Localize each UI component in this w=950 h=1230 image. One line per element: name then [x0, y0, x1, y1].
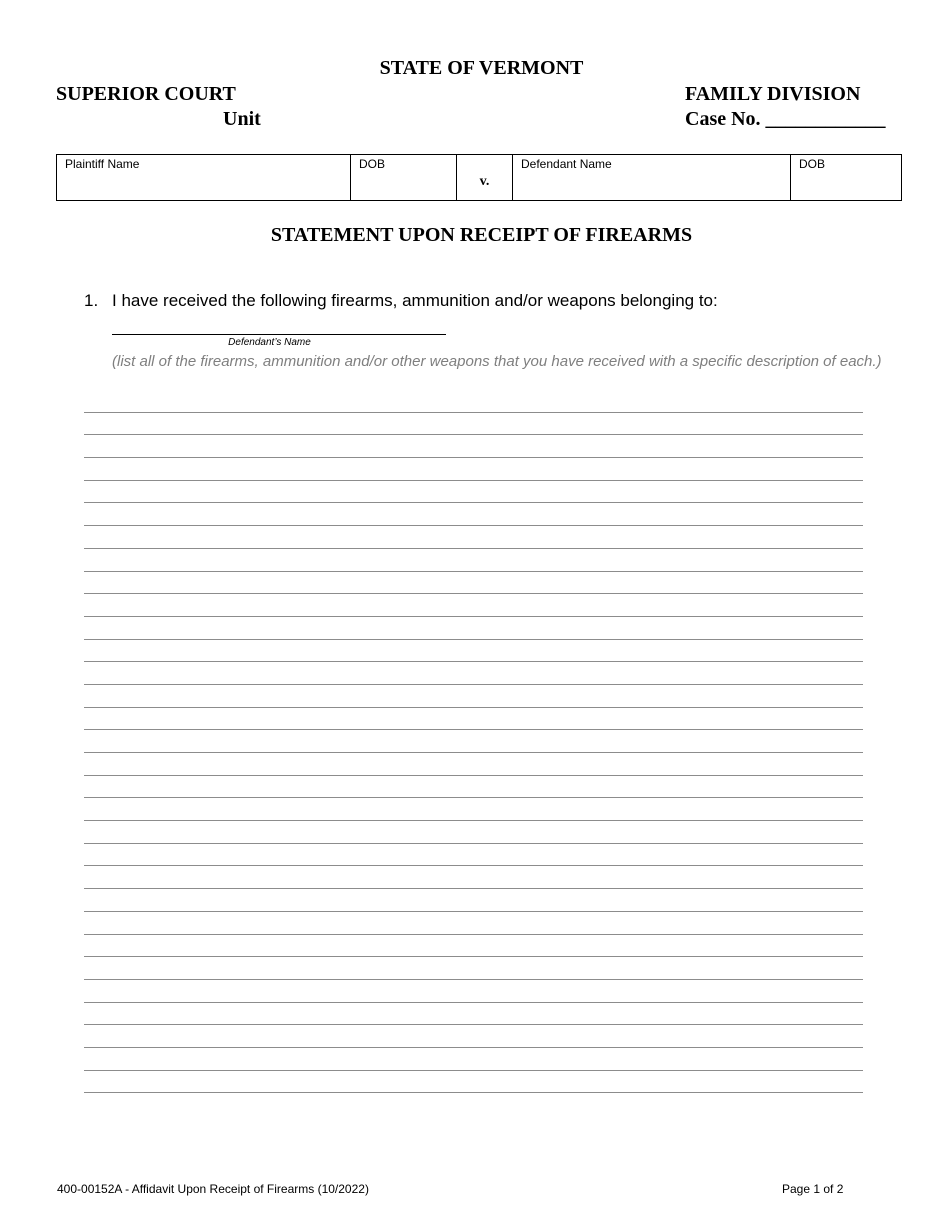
writing-line[interactable] [84, 753, 863, 776]
writing-line[interactable] [84, 776, 863, 799]
writing-line[interactable] [84, 1048, 863, 1071]
writing-line[interactable] [84, 1025, 863, 1048]
court-name: SUPERIOR COURT [56, 83, 236, 105]
footer-page-number: Page 1 of 2 [782, 1182, 844, 1196]
writing-line[interactable] [84, 526, 863, 549]
writing-line[interactable] [84, 912, 863, 935]
case-number-field[interactable]: Case No. ____________ [685, 108, 886, 130]
versus-label: v. [479, 174, 490, 189]
instructions-text: (list all of the firearms, ammunition and/or other weapons that you have received with a specific description of each.) [112, 353, 882, 370]
writing-line[interactable] [84, 844, 863, 867]
plaintiff-dob-label: DOB [359, 157, 386, 171]
form-title: STATEMENT UPON RECEIPT OF FIREARMS [270, 224, 693, 246]
case-caption-table [56, 154, 902, 201]
writing-line[interactable] [84, 640, 863, 663]
plaintiff-name-field[interactable] [57, 155, 350, 200]
writing-line[interactable] [84, 957, 863, 980]
defendant-name-blank[interactable] [112, 334, 446, 335]
writing-line[interactable] [84, 935, 863, 958]
writing-line[interactable] [84, 503, 863, 526]
writing-line[interactable] [84, 435, 863, 458]
writing-line[interactable] [84, 572, 863, 595]
writing-line[interactable] [84, 1003, 863, 1026]
writing-lines-area[interactable] [84, 390, 863, 1093]
writing-line[interactable] [84, 798, 863, 821]
unit-label: Unit [223, 108, 261, 130]
defendant-dob-field[interactable] [790, 155, 901, 200]
writing-line[interactable] [84, 413, 863, 436]
defendant-name-caption: Defendant’s Name [228, 337, 311, 348]
writing-line[interactable] [84, 458, 863, 481]
footer-form-id: 400-00152A - Affidavit Upon Receipt of Firearms (10/2022) [57, 1182, 369, 1196]
writing-line[interactable] [84, 594, 863, 617]
defendant-name-label: Defendant Name [521, 157, 612, 171]
writing-line[interactable] [84, 685, 863, 708]
writing-line[interactable] [84, 1071, 863, 1094]
writing-line[interactable] [84, 866, 863, 889]
writing-line[interactable] [84, 662, 863, 685]
writing-line[interactable] [84, 821, 863, 844]
plaintiff-dob-field[interactable] [350, 155, 456, 200]
state-title: STATE OF VERMONT [379, 57, 584, 79]
writing-line[interactable] [84, 617, 863, 640]
versus-cell [456, 155, 512, 200]
item-text: I have received the following firearms, ammunition and/or weapons belonging to: [112, 291, 718, 310]
writing-line[interactable] [84, 481, 863, 504]
writing-line[interactable] [84, 889, 863, 912]
defendant-dob-label: DOB [799, 157, 826, 171]
item-number: 1. [84, 291, 99, 310]
division-name: FAMILY DIVISION [685, 83, 861, 105]
writing-line[interactable] [84, 730, 863, 753]
writing-line[interactable] [84, 390, 863, 413]
plaintiff-name-label: Plaintiff Name [65, 157, 140, 171]
writing-line[interactable] [84, 708, 863, 731]
defendant-name-field[interactable] [512, 155, 790, 200]
writing-line[interactable] [84, 549, 863, 572]
writing-line[interactable] [84, 980, 863, 1003]
